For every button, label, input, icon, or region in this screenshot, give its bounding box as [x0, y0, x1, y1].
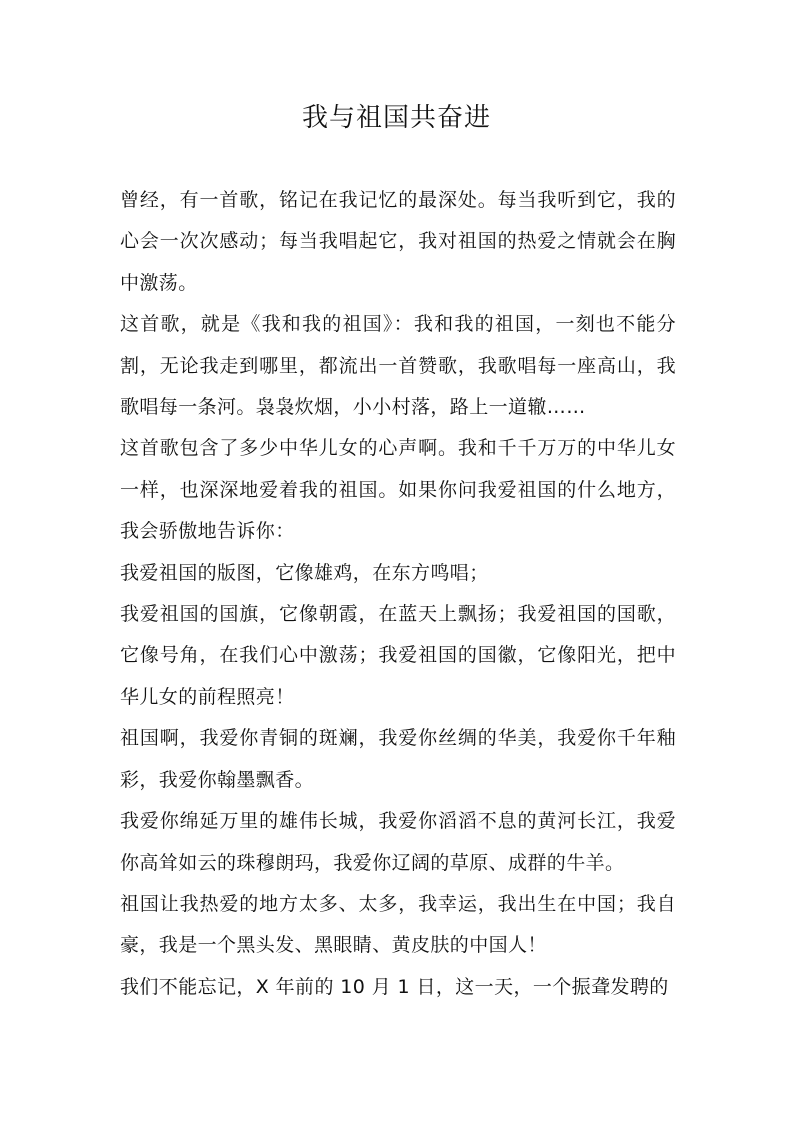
- paragraph: 我爱祖国的国旗，它像朝霞，在蓝天上飘扬；我爱祖国的国歌，它像号角，在我们心中激荡；我爱祖国的国徽，它像阳光，把中华儿女的前程照亮！: [120, 603, 676, 708]
- document-body: [120, 180, 676, 1008]
- paragraph: 祖国啊，我爱你青铜的斑斓，我爱你丝绸的华美，我爱你千年釉彩，我爱你翰墨飘香。: [120, 727, 676, 791]
- paragraph: 这首歌包含了多少中华儿女的心声啊。我和千千万万的中华儿女一样，也深深地爱着我的祖国。如果你问我爱祖国的什么地方，我会骄傲地告诉你：: [120, 437, 676, 543]
- document-title: 我与祖国共奋进: [301, 103, 491, 133]
- paragraph: 这首歌，就是《我和我的祖国》：我和我的祖国，一刻也不能分割，无论我走到哪里，都流出一首赞歌，我歌唱每一座高山，我歌唱每一条河。袅袅炊烟，小小村落，路上一道辙……: [120, 313, 676, 419]
- paragraph: 我们不能忘记，X 年前的 10 月 1 日，这一天，一个振聋发聘的: [120, 975, 669, 998]
- paragraph: 曾经，有一首歌，铭记在我记忆的最深处。每当我听到它，我的心会一次次感动；每当我唱起它，我对祖国的热爱之情就会在胸中激荡。: [120, 189, 676, 294]
- paragraph: 祖国让我热爱的地方太多、太多，我幸运，我出生在中国；我自豪，我是一个黑头发、黑眼睛、黄皮肤的中国人！: [120, 892, 676, 957]
- paragraph: 我爱你绵延万里的雄伟长城，我爱你滔滔不息的黄河长江，我爱你高耸如云的珠穆朗玛，我爱你辽阔的草原、成群的牛羊。: [120, 810, 676, 874]
- paragraph: 我爱祖国的版图，它像雄鸡，在东方鸣唱；: [120, 561, 489, 584]
